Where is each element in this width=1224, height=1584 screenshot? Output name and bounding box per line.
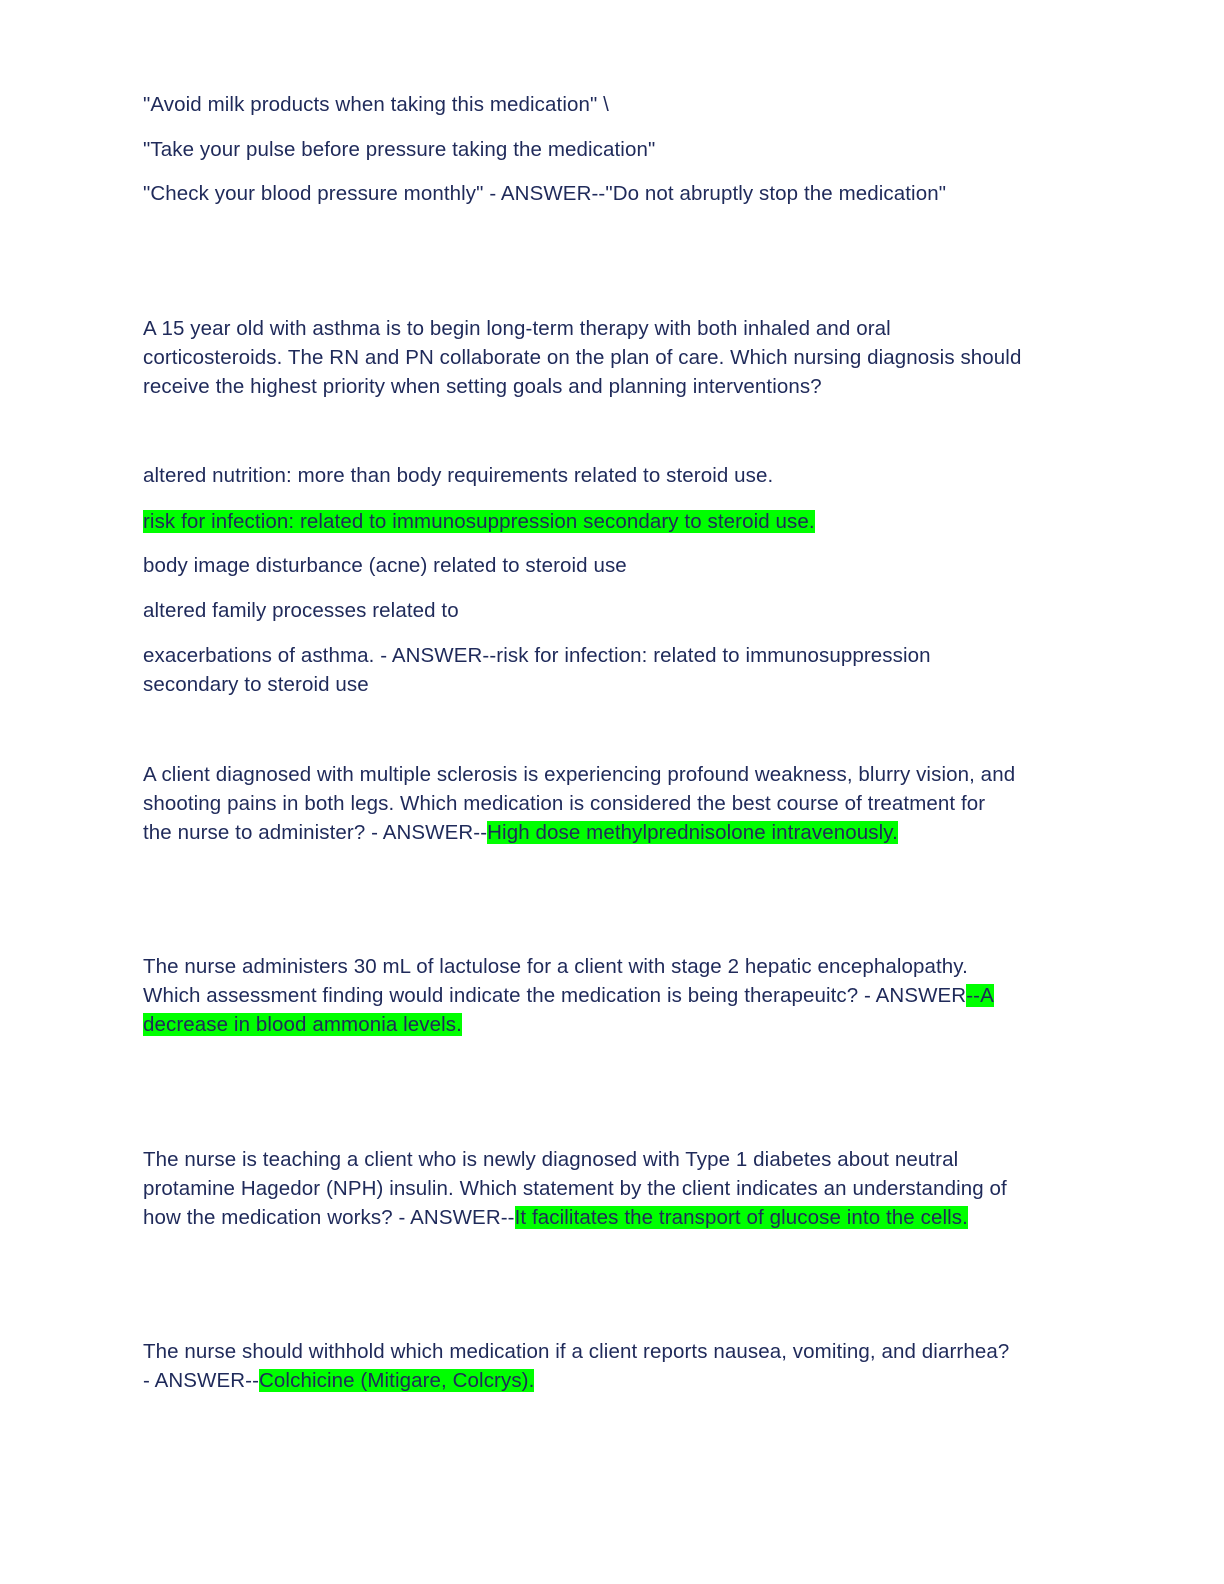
line-text: corticosteroids. The RN and PN collaborate on the plan of care. Which nursing diagnosis should: [143, 346, 1022, 369]
option-line: [143, 551, 1083, 580]
line-text: receive the highest priority when setting goals and planning interventions?: [143, 375, 822, 398]
line-text: how the medication works? - ANSWER--: [143, 1206, 515, 1229]
line-text: shooting pains in both legs. Which medication is considered the best course of treatment for: [143, 792, 986, 815]
line-text: altered nutrition: more than body requirements related to steroid use.: [143, 464, 774, 487]
question-line: [143, 760, 1083, 789]
line-text: A 15 year old with asthma is to begin long-term therapy with both inhaled and oral: [143, 317, 891, 340]
line-text: The nurse should withhold which medication if a client reports nausea, vomiting, and diarrhea?: [143, 1340, 1010, 1363]
line-text: body image disturbance (acne) related to steroid use: [143, 554, 627, 577]
line-text: exacerbations of asthma. - ANSWER--risk for infection: related to immunosuppression: [143, 644, 931, 667]
option-line: [143, 461, 1083, 490]
question-line: [143, 952, 1083, 981]
highlighted-answer-text: Colchicine (Mitigare, Colcrys).: [259, 1369, 535, 1392]
option-line: [143, 507, 1083, 536]
answer-line: [143, 818, 1083, 847]
line-text: the nurse to administer? - ANSWER--: [143, 821, 488, 844]
question-line: [143, 1145, 1083, 1174]
answer-line: [143, 1366, 1083, 1395]
line-text: "Take your pulse before pressure taking the medication": [143, 138, 656, 161]
question-line: [143, 343, 1083, 372]
answer-line: [143, 1203, 1083, 1232]
highlighted-answer-text: High dose methylprednisolone intravenously.: [487, 821, 898, 844]
text-line: [143, 135, 1083, 164]
line-text: - ANSWER--: [143, 1369, 260, 1392]
question-line: [143, 372, 1083, 401]
question-line: [143, 314, 1083, 343]
line-text: altered family processes related to: [143, 599, 459, 622]
line-text: A client diagnosed with multiple sclerosis is experiencing profound weakness, blurry vision, and: [143, 763, 1016, 786]
question-line: [143, 1337, 1083, 1366]
line-text: "Check your blood pressure monthly" - ANSWER--"Do not abruptly stop the medication": [143, 182, 947, 205]
answer-line: [143, 670, 1083, 699]
answer-line: [143, 1010, 1083, 1039]
question-line: [143, 1174, 1083, 1203]
option-line: [143, 596, 1083, 625]
highlighted-answer-text: --A: [966, 984, 994, 1007]
line-text: protamine Hagedor (NPH) insulin. Which statement by the client indicates an understanding of: [143, 1177, 1007, 1200]
line-text: The nurse is teaching a client who is newly diagnosed with Type 1 diabetes about neutral: [143, 1148, 959, 1171]
line-text: The nurse administers 30 mL of lactulose for a client with stage 2 hepatic encephalopathy.: [143, 955, 968, 978]
line-text: "Avoid milk products when taking this medication" \: [143, 93, 609, 116]
question-line: [143, 789, 1083, 818]
highlighted-answer-text: decrease in blood ammonia levels.: [143, 1013, 462, 1036]
line-text: secondary to steroid use: [143, 673, 369, 696]
text-line: [143, 90, 1083, 119]
highlighted-answer-text: risk for infection: related to immunosuppression secondary to steroid use.: [143, 510, 815, 533]
highlighted-answer-text: It facilitates the transport of glucose into the cells.: [514, 1206, 968, 1229]
answer-line: [143, 981, 1083, 1010]
text-line: [143, 179, 1083, 208]
answer-line: [143, 641, 1083, 670]
line-text: Which assessment finding would indicate the medication is being therapeuitc? - ANSWER: [143, 984, 967, 1007]
